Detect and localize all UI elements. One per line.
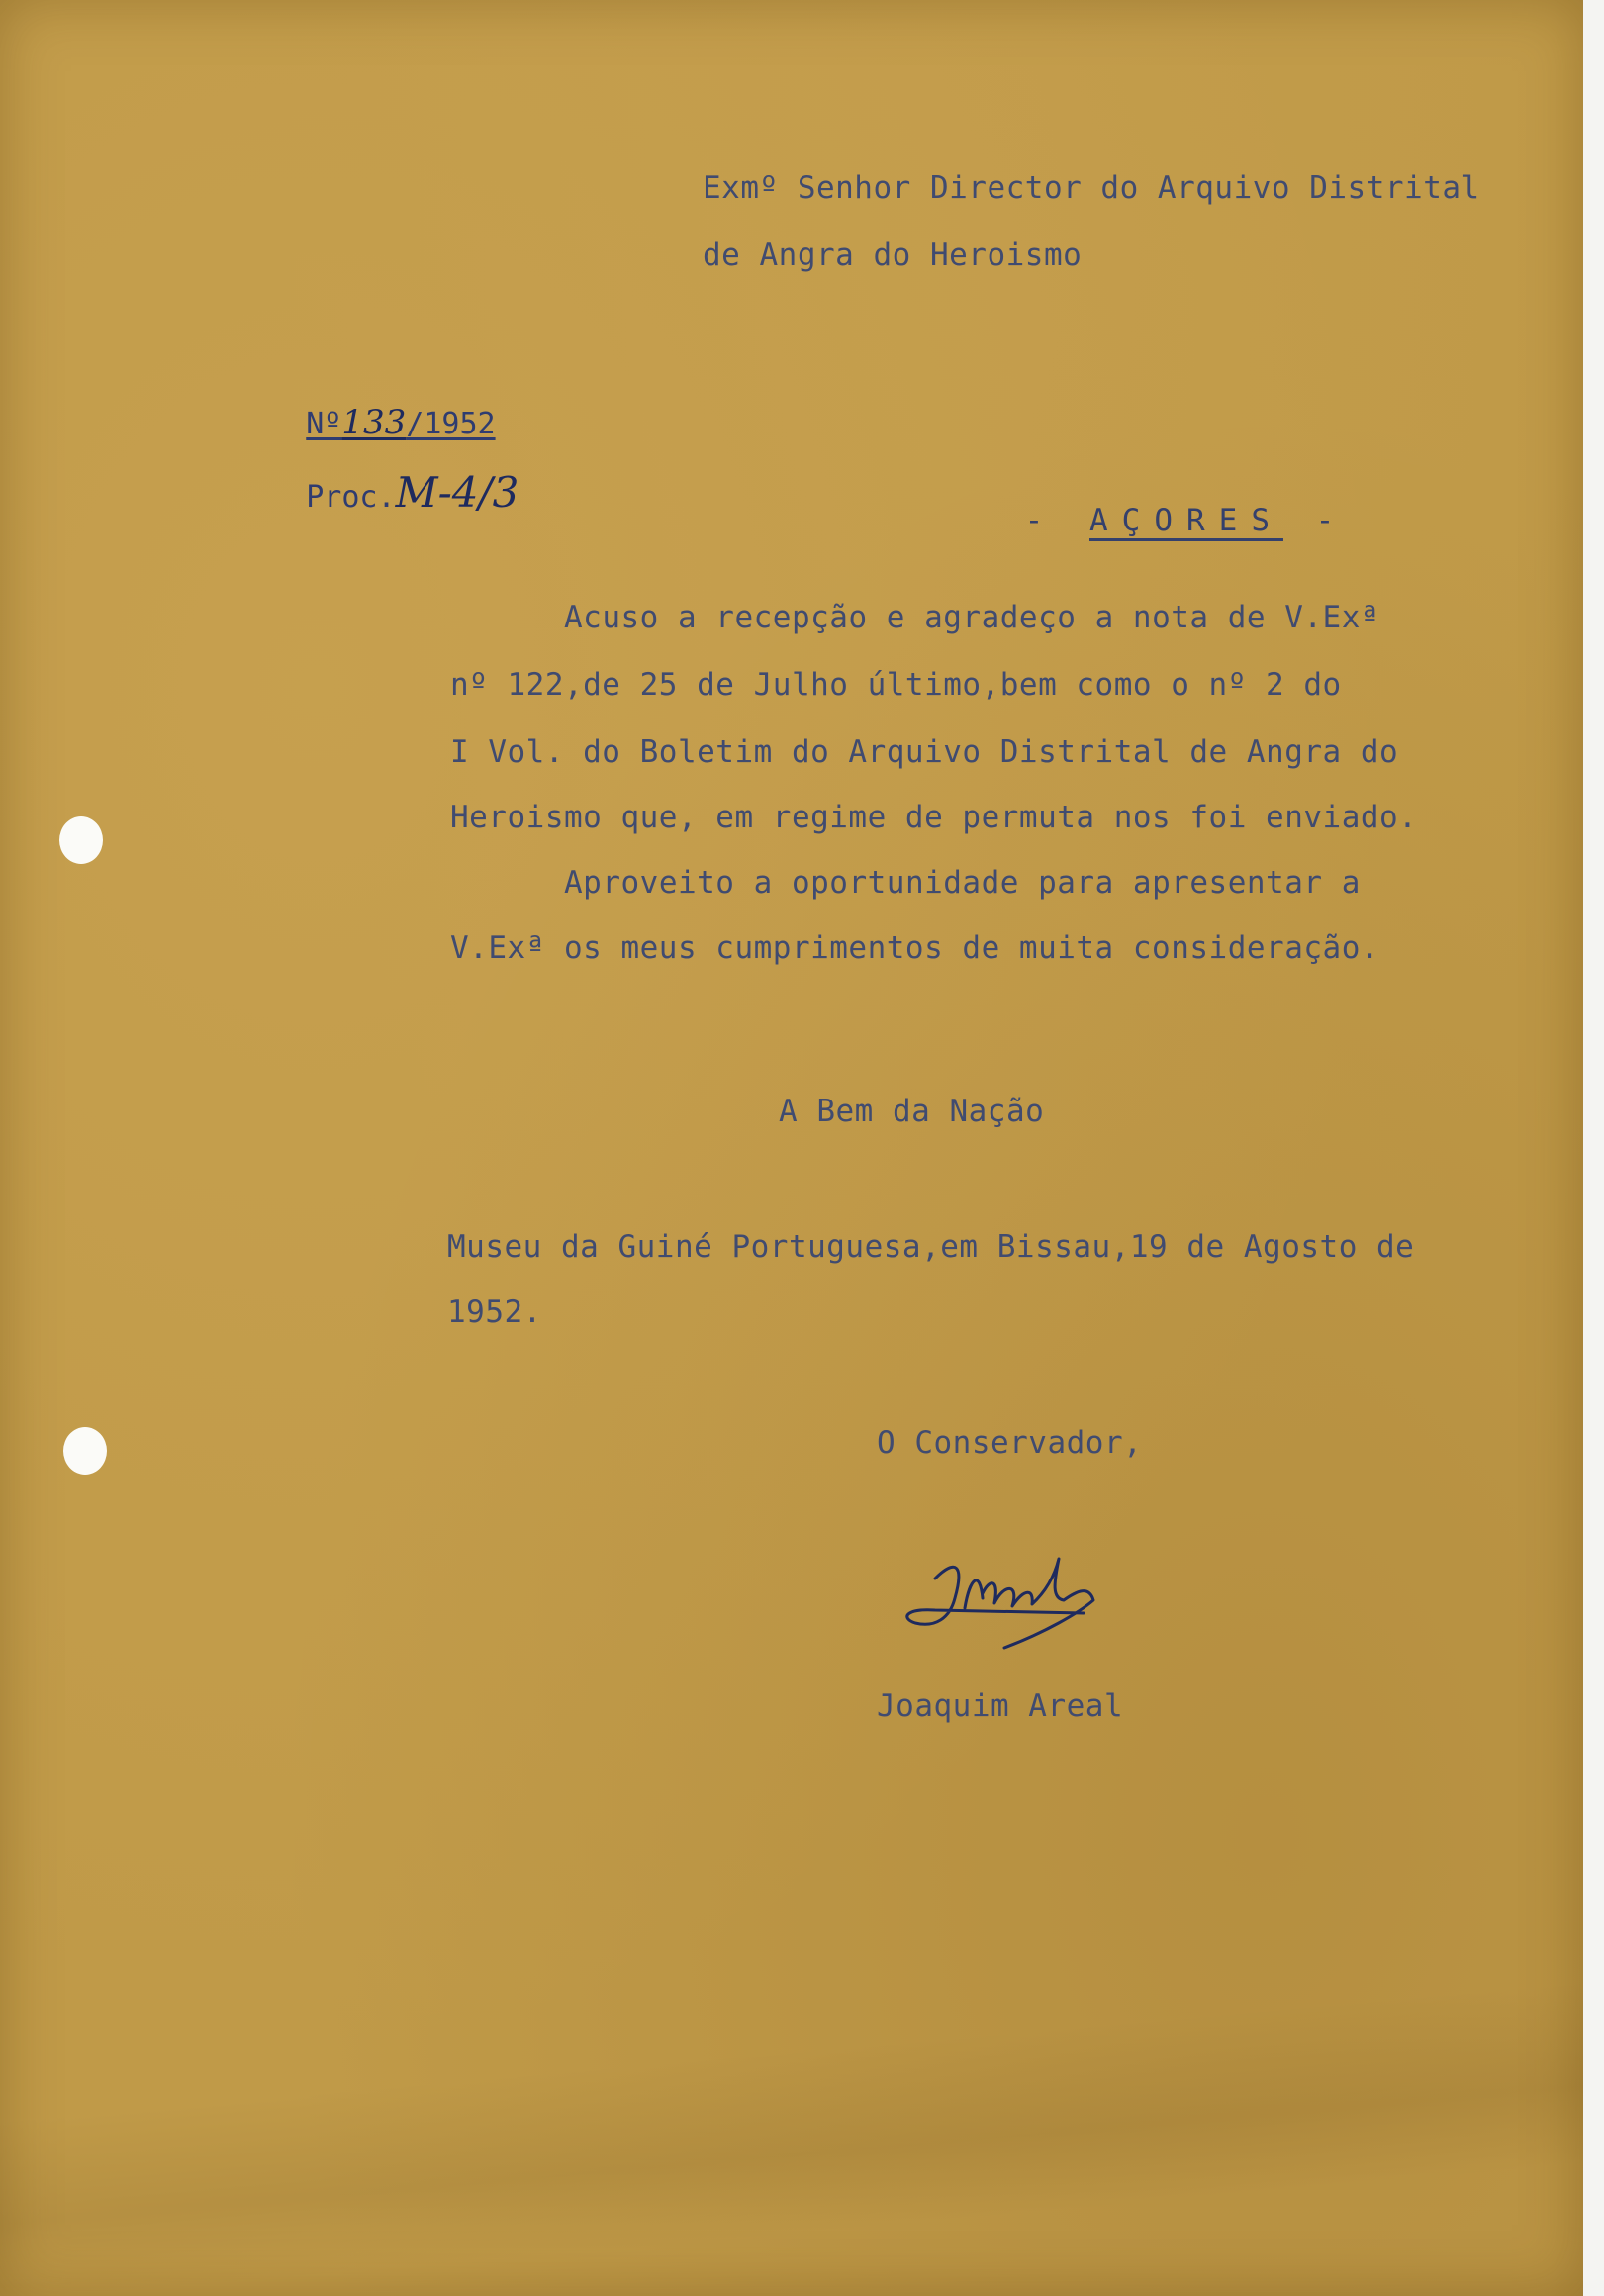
reference-number-suffix: /1952 [406,407,496,441]
closing-formula: A Bem da Nação [779,1094,1045,1129]
paper-crease [0,1910,1583,2296]
body-line-2: nº 122,de 25 de Julho último,bem como o nº 2 do [450,667,1342,703]
process-label: Proc. [306,480,396,515]
reference-number-handwritten: 133 [341,403,407,442]
headline [896,467,1348,574]
signatory-title: O Conservador, [877,1425,1143,1461]
headline-text: AÇORES [1089,503,1283,538]
punch-hole-lower [63,1427,107,1475]
body-line-5: Aproveito a oportunidade para apresentar a [564,865,1361,901]
handwritten-signature [896,1539,1192,1668]
process-reference [235,433,519,551]
place-date-line-1: Museu da Guiné Portuguesa,em Bissau,19 de Agosto de [447,1229,1415,1265]
addressee-line-2: de Angra do Heroismo [703,238,1083,273]
addressee-line-1: Exmº Senhor Director do Arquivo Distrital [703,170,1480,206]
process-handwritten: M-4/3 [395,468,519,517]
body-line-4: Heroismo que, em regime de permuta nos foi enviado. [450,800,1418,835]
body-line-3: I Vol. do Boletim do Arquivo Distrital de Angra do [450,734,1399,770]
body-line-1: Acuso a recepção e agradeço a nota de V.Exª [564,600,1380,635]
headline-dash-right: - [1315,503,1349,538]
scan-margin [1583,0,1604,2296]
signatory-name: Joaquim Areal [877,1688,1124,1724]
body-line-6: V.Exª os meus cumprimentos de muita consideração. [450,930,1380,966]
punch-hole-upper [59,816,103,864]
headline-dash-left: - [1024,503,1058,538]
place-date-line-2: 1952. [447,1294,542,1330]
reference-number-prefix: Nº [306,407,342,441]
